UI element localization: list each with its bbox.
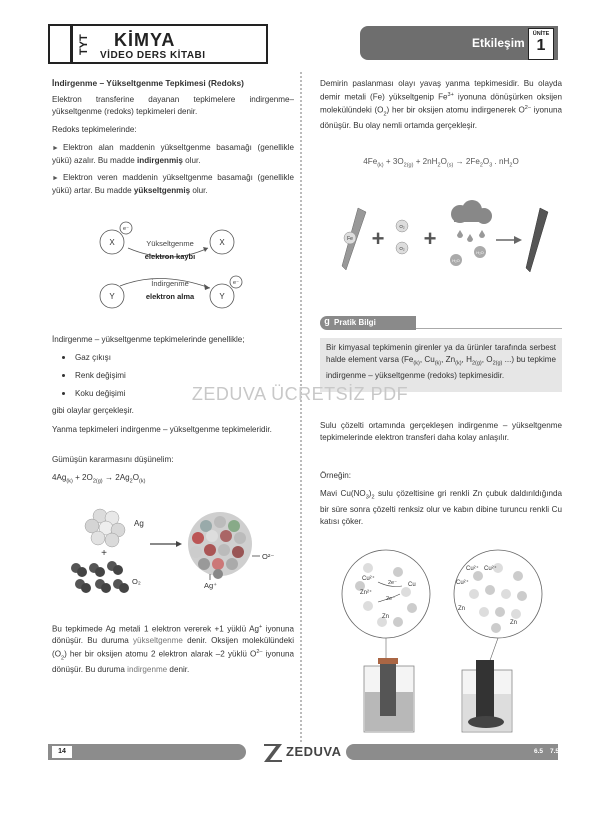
grade-label-1: 6.5 bbox=[534, 748, 544, 755]
beaker-right-icon bbox=[462, 660, 512, 732]
zinc-copper-figure bbox=[338, 546, 552, 738]
series-label: TYT bbox=[78, 34, 90, 56]
book-title: KİMYA bbox=[114, 30, 176, 50]
h2o-label-a: H₂O bbox=[452, 258, 460, 263]
redoks-label: Redoks tepkimelerinde: bbox=[52, 125, 137, 134]
x-label-right: X bbox=[219, 238, 225, 247]
electron-label-right: e⁻ bbox=[233, 280, 239, 286]
rust-arrowhead bbox=[514, 236, 522, 244]
triangle-bullet-icon: ► bbox=[52, 145, 59, 152]
reduction-arrowhead bbox=[204, 284, 210, 290]
rain-cloud-icon bbox=[450, 200, 492, 266]
happens-text: gibi olaylar gerçekleşir. bbox=[52, 406, 134, 415]
zn-atom-label-d: Zn bbox=[510, 620, 518, 626]
o2minus-label: O²⁻ bbox=[262, 552, 275, 561]
oxidation-label: Yükseltgenme bbox=[146, 239, 194, 248]
intro-paragraph: Elektron transferine dayanan tepkimelere indirgenme–yükseltgenme (redoks) tepkimeleri denir. bbox=[52, 95, 294, 116]
o2-label: O₂ bbox=[132, 577, 141, 586]
agplus-label: Ag⁺ bbox=[204, 581, 218, 590]
grade-label-2: 7.5 bbox=[550, 748, 560, 755]
rust-reaction: $4Fe_{(k)} + 3O_{2(g)} + 2nH_2O_{(s)} \to 2Fe_2O_3$ . $nH_2O$ bbox=[363, 157, 519, 169]
zn-atom-label-c: Zn bbox=[458, 606, 466, 612]
oxidation-sublabel: elektron kaybı bbox=[144, 252, 196, 261]
tip-title: Pratik Bilgi bbox=[334, 318, 376, 327]
section-title: Etkileşim bbox=[472, 36, 525, 50]
dot-bullet-icon bbox=[62, 356, 65, 359]
y-label-left: Y bbox=[109, 292, 115, 301]
o2-label-a: O₂ bbox=[399, 224, 405, 229]
reduction-label: İndirgenme bbox=[151, 279, 189, 288]
silver-reaction: $4Ag_{(k)} + 2O_{2(g)} \to 2Ag_2O_{(k)}$ bbox=[52, 473, 146, 485]
tip-box: Bir kimyasal tepkimenin girenler ya da ürünler tarafında serbest halde element varsa ($Fe_{(k)}$, $Cu_{(k)}$, $Zn_{(k)}$, $H_{2(g)}$, $O_{2(g)}$ ...) bu tepkime indirgenme – yükseltgenme (redoks) tepkimesidir. bbox=[320, 338, 562, 392]
redox-diagram bbox=[90, 218, 260, 313]
silver-oxidation-figure bbox=[60, 504, 290, 604]
o2-label-b: O₂ bbox=[399, 246, 405, 251]
reaction-arrowhead bbox=[176, 541, 182, 547]
cu-ion-label-e: Cu²⁺ bbox=[456, 580, 469, 586]
y-label-right: Y bbox=[219, 292, 225, 301]
x-label-left: X bbox=[109, 238, 115, 247]
rusty-nail-icon bbox=[526, 208, 548, 272]
burning-text: Yanma tepkimeleri indirgenme – yükseltgenme tepkimeleridir. bbox=[52, 425, 272, 434]
reduction-sublabel: elektron alma bbox=[145, 292, 195, 301]
bullet-item-2: ► Elektron veren maddenin yükseltgenme basamağı (genellikle yükü) artar. Bu madde yükseltgenmiş olur. bbox=[52, 173, 294, 195]
silver-explanation: Bu tepkimede Ag metali 1 elektron vererek +1 yüklü Ag+ iyonuna dönüşür. Bu duruma yükseltgenme denir. Oksijen molekülündeki $(O_2)$ her bir oksijen atomu 2 elektron alarak –2 yüklü $O^{2-}$ iyonuna dönüşür. Bu duruma indirgenme denir. bbox=[52, 624, 294, 675]
tip-rule bbox=[416, 328, 562, 329]
list-item: Gaz çıkışı bbox=[62, 352, 304, 364]
cu-atom-label: Cu bbox=[408, 582, 416, 588]
electron-label-a: 2e⁻ bbox=[388, 580, 398, 586]
tip-icon: g bbox=[324, 316, 330, 326]
unit-label: ÜNİTE bbox=[532, 31, 550, 37]
example-label: Örneğin: bbox=[320, 471, 352, 480]
book-subtitle: VİDEO DERS KİTABI bbox=[100, 50, 206, 61]
header-box bbox=[48, 24, 70, 64]
footer-band-left bbox=[48, 744, 246, 760]
zn-ion-label: Zn²⁺ bbox=[360, 590, 373, 596]
solution-paragraph: Sulu çözelti ortamında gerçekleşen indirgenme – yükseltgenme tepkimelerinde elektron transferi daha kolay anlaşılır. bbox=[320, 421, 562, 442]
dot-bullet-icon bbox=[62, 374, 65, 377]
electron-label-left: e⁻ bbox=[123, 226, 129, 232]
list-item: Koku değişimi bbox=[62, 388, 304, 400]
silver-cluster bbox=[85, 509, 125, 547]
plus-sign: + bbox=[423, 226, 437, 251]
section-heading: İndirgenme – Yükseltgenme Tepkimesi (Redoks) bbox=[52, 78, 244, 88]
rust-paragraph: Demirin paslanması olayı yavaş yanma tepkimesidir. Bu olayda demir metali (Fe) yükseltgenip $Fe^{3+}$ iyonuna dönüşürken oksijen molekülündeki $(O_2)$ her bir oksijen atomu indirgenerek $O^{2-}$ iyonuna dönüşür. Bu olay nemli ortamda gerçekleşir. bbox=[320, 79, 562, 131]
silver-oxide-cluster bbox=[188, 512, 252, 579]
zeduva-logo-icon bbox=[262, 742, 284, 762]
brand-name: ZEDUVA bbox=[286, 744, 342, 759]
cu-ion-label-a: Cu²⁺ bbox=[362, 576, 375, 582]
ag-label: Ag bbox=[134, 519, 144, 528]
oxygen-molecules bbox=[71, 561, 129, 593]
cu-ion-label-d: Cu²⁺ bbox=[484, 566, 497, 572]
fe-label: Fe bbox=[347, 236, 353, 242]
triangle-bullet-icon: ► bbox=[52, 175, 59, 182]
zn-atom-label-a: Zn bbox=[382, 614, 390, 620]
generally-text: İndirgenme – yükseltgenme tepkimelerinde genellikle; bbox=[52, 335, 245, 344]
silver-label: Gümüşün kararmasını düşünelim: bbox=[52, 455, 174, 464]
unit-badge bbox=[528, 28, 554, 60]
electron-label-b: 2e⁻ bbox=[386, 596, 396, 602]
column-divider bbox=[300, 72, 302, 742]
dot-bullet-icon bbox=[62, 392, 65, 395]
cu-ion-label-c: Cu²⁺ bbox=[466, 566, 479, 572]
example-paragraph: Mavi $Cu(NO_3)_2$ sulu çözeltisine gri renkli Zn çubuk daldırıldığında bir süre sonra çözelti renksiz olur ve kabın dibine turuncu renkli Cu katısı çöker. bbox=[320, 489, 562, 526]
bullet-item-1: ► Elektron alan maddenin yükseltgenme basamağı (genellikle yükü) azalır. Bu madde indirgenmiş olur. bbox=[52, 143, 294, 165]
rust-figure bbox=[336, 200, 556, 276]
beaker-left-icon bbox=[364, 658, 414, 732]
footer-band-right bbox=[346, 744, 558, 760]
watermark: ZEDUVA ÜCRETSİZ PDF bbox=[191, 384, 409, 404]
page-number: 14 bbox=[52, 746, 72, 758]
list-item: Renk değişimi bbox=[62, 370, 304, 382]
unit-number: 1 bbox=[536, 37, 546, 54]
plus-sign: + bbox=[101, 548, 107, 559]
h2o-label-b: H₂O bbox=[476, 250, 484, 255]
plus-sign: + bbox=[371, 226, 385, 251]
